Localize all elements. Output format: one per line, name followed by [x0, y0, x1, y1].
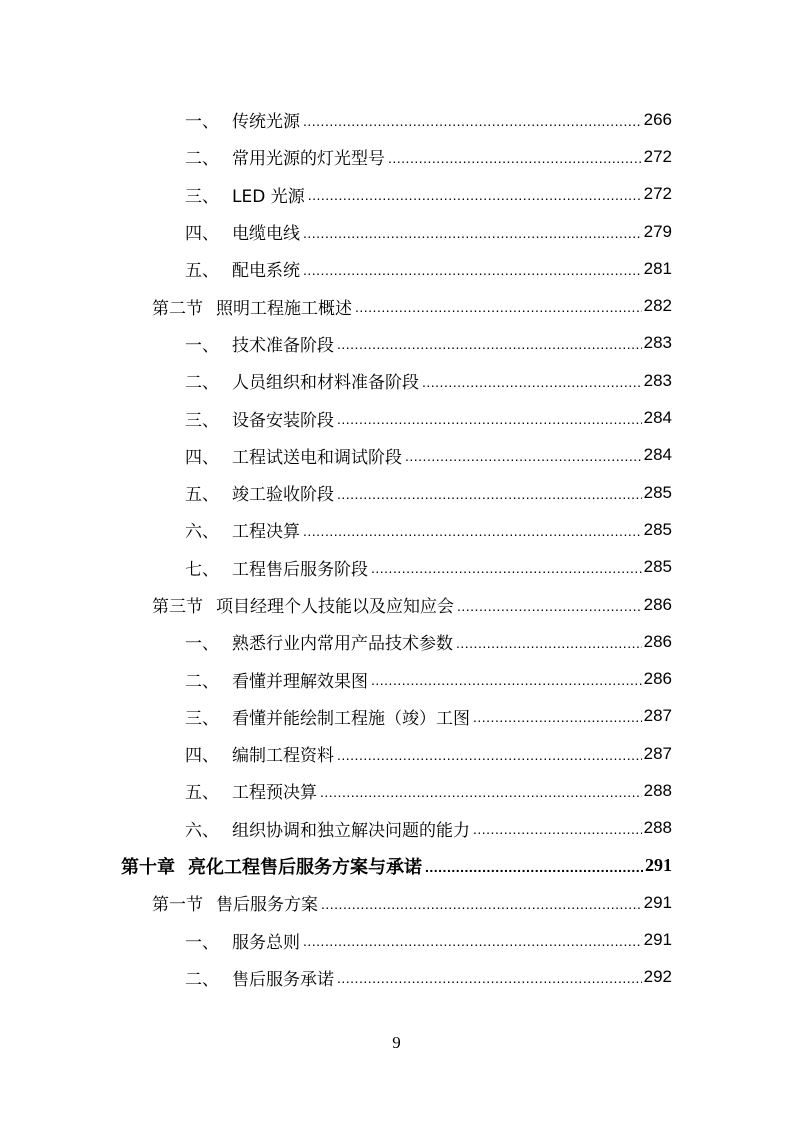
toc-entry-page: 288 — [643, 818, 672, 838]
toc-entry[interactable] — [0, 772, 793, 809]
dot-leader — [337, 486, 642, 502]
toc-entry-label — [185, 629, 453, 654]
toc-entry-number: 一、 — [185, 112, 219, 133]
toc-entry-label — [185, 107, 300, 132]
toc-entry-label — [185, 182, 305, 207]
toc-entry-number: 一、 — [185, 634, 219, 655]
dot-leader — [320, 784, 642, 800]
toc-entry-label — [185, 443, 402, 468]
toc-entry-page: 288 — [643, 780, 672, 800]
toc-entry-number: 四、 — [185, 224, 219, 245]
toc-entry-title: 配电系统 — [232, 261, 300, 282]
toc-entry-number: 六、 — [185, 522, 219, 543]
toc-entry-number: 四、 — [185, 447, 219, 468]
toc-entry-label — [121, 853, 422, 879]
dot-leader — [425, 859, 643, 875]
toc-entry-number: 第十章 — [121, 856, 175, 878]
toc-entry[interactable] — [0, 399, 793, 436]
dot-leader — [303, 113, 642, 129]
toc-entry-label — [185, 965, 334, 990]
toc-entry-page: 287 — [643, 743, 672, 763]
toc-entry[interactable] — [0, 250, 793, 287]
toc-entry-title: 工程决算 — [232, 522, 300, 543]
toc-entry-title: 售后服务方案 — [216, 895, 318, 916]
toc-entry-page: 272 — [643, 184, 672, 204]
toc-entry[interactable] — [0, 474, 793, 511]
toc-entry-title: 看懂并能绘制工程施（竣）工图 — [232, 708, 470, 729]
dot-leader — [473, 821, 642, 837]
toc-entry-number: 第二节 — [152, 298, 203, 319]
dot-leader — [371, 560, 642, 576]
toc-entry-label — [185, 778, 317, 803]
toc-entry[interactable] — [0, 101, 793, 138]
dot-leader — [355, 299, 642, 315]
toc-entry-title: 组织协调和独立解决问题的能力 — [232, 820, 470, 841]
dot-leader — [337, 970, 642, 986]
toc-entry-title: 服务总则 — [232, 932, 300, 953]
toc-entry[interactable] — [0, 698, 793, 735]
toc-entry-label — [185, 741, 334, 766]
dot-leader — [388, 150, 642, 166]
toc-entry[interactable] — [0, 884, 793, 921]
toc-entry-page: 292 — [643, 967, 672, 987]
toc-entry-label — [152, 592, 454, 617]
toc-entry[interactable] — [0, 362, 793, 399]
toc-entry-title: 竣工验收阶段 — [232, 485, 334, 506]
toc-entry[interactable] — [0, 213, 793, 250]
dot-leader — [456, 635, 642, 651]
toc-entry-page: 283 — [643, 370, 672, 390]
toc-entry-page: 283 — [643, 333, 672, 353]
dot-leader — [371, 672, 642, 688]
toc-entry-title: 编制工程资料 — [232, 746, 334, 767]
toc-entry-label — [152, 890, 318, 915]
page-number: 9 — [392, 1033, 401, 1052]
toc-entry-page: 287 — [643, 706, 672, 726]
toc-entry-title: 电缆电线 — [232, 224, 300, 245]
toc-entry-label — [185, 667, 368, 692]
toc-entry-page: 282 — [643, 296, 672, 316]
toc-entry[interactable] — [0, 660, 793, 697]
toc-entry-title: 工程试送电和调试阶段 — [232, 447, 402, 468]
toc-entry-number: 二、 — [185, 969, 219, 990]
toc-entry-number: 三、 — [185, 410, 219, 431]
toc-entry-page: 285 — [643, 482, 672, 502]
toc-entry-page: 272 — [643, 146, 672, 166]
toc-entry-number: 五、 — [185, 485, 219, 506]
toc-entry-number: 第一节 — [152, 895, 203, 916]
toc-entry-number: 二、 — [185, 671, 219, 692]
toc-entry-page: 279 — [643, 221, 672, 241]
dot-leader — [308, 187, 642, 203]
toc-entry-number: 六、 — [185, 820, 219, 841]
toc-entry-number: 第三节 — [152, 597, 203, 617]
toc-entry-title: 技术准备阶段 — [232, 335, 334, 356]
toc-entry-label — [185, 517, 300, 542]
toc-entry-label — [185, 406, 334, 431]
toc-entry-page: 286 — [643, 594, 672, 614]
toc-entry-title: 工程预决算 — [232, 783, 317, 804]
toc-entry-number: 一、 — [185, 335, 219, 356]
toc-entry[interactable] — [0, 810, 793, 847]
toc-entry-label — [185, 928, 300, 953]
toc-entry-number: 二、 — [185, 149, 219, 170]
toc-entry-page: 286 — [643, 631, 672, 651]
toc-entry-page: 291 — [645, 855, 672, 876]
toc-entry-label — [185, 144, 385, 169]
toc-entry-page: 284 — [643, 408, 672, 428]
dot-leader — [457, 598, 642, 614]
toc-entry-number: 三、 — [185, 186, 219, 207]
toc-entry-number: 四、 — [185, 746, 219, 767]
toc-entry-title: 工程售后服务阶段 — [232, 559, 368, 580]
toc-entry[interactable] — [0, 959, 793, 996]
toc-entry[interactable] — [0, 586, 793, 623]
toc-entry-page: 285 — [643, 519, 672, 539]
toc-entry-label — [152, 294, 352, 319]
toc-entry-page: 291 — [643, 892, 672, 912]
toc-entry-label — [185, 331, 334, 356]
dot-leader — [303, 523, 642, 539]
toc-entry-title: 售后服务承诺 — [232, 969, 334, 990]
dot-leader — [303, 225, 642, 241]
toc-entry-page: 284 — [643, 445, 672, 465]
dot-leader — [303, 933, 642, 949]
toc-entry[interactable] — [0, 437, 793, 474]
toc-entry-number: 二、 — [185, 373, 219, 394]
toc-entry[interactable] — [0, 922, 793, 959]
toc-entry-number: 七、 — [185, 559, 219, 580]
toc-entry-title: LED 光源 — [232, 186, 305, 207]
toc-entry-title: 传统光源 — [232, 112, 300, 133]
toc-entry-label — [185, 480, 334, 505]
toc-entry-label — [185, 816, 470, 841]
toc-entry[interactable] — [0, 138, 793, 175]
toc-entry[interactable] — [0, 511, 793, 548]
toc-entry-label — [185, 368, 419, 393]
toc-entry-label — [185, 555, 368, 580]
toc-entry-page: 286 — [643, 669, 672, 689]
toc-entry-title: 照明工程施工概述 — [216, 298, 352, 319]
toc-entry[interactable] — [0, 325, 793, 362]
toc-entry-title: 项目经理个人技能以及应知应会 — [216, 597, 454, 617]
toc-entry-title: 人员组织和材料准备阶段 — [232, 373, 419, 394]
dot-leader — [337, 336, 642, 352]
dot-leader — [337, 747, 642, 763]
toc-entry[interactable] — [0, 735, 793, 772]
toc-entry-number: 一、 — [185, 932, 219, 953]
toc-entry-number: 五、 — [185, 261, 219, 282]
dot-leader — [422, 374, 642, 390]
toc-entry-label — [185, 256, 300, 281]
toc-entry-page: 281 — [643, 258, 672, 278]
toc-entry[interactable] — [0, 623, 793, 660]
dot-leader — [321, 896, 642, 912]
toc-entry-title: 看懂并理解效果图 — [232, 671, 368, 692]
toc-entry-page: 291 — [643, 930, 672, 950]
toc-entry-number: 五、 — [185, 783, 219, 804]
toc-entry-title: 亮化工程售后服务方案与承诺 — [188, 856, 422, 878]
dot-leader — [473, 709, 642, 725]
toc-entry[interactable] — [0, 176, 793, 213]
toc-entry-title: 设备安装阶段 — [232, 410, 334, 431]
toc-entry-page: 266 — [643, 109, 672, 129]
toc-entry-number: 三、 — [185, 708, 219, 729]
toc-entry-page: 285 — [643, 557, 672, 577]
toc-entry-label — [185, 704, 470, 729]
dot-leader — [405, 448, 642, 464]
table-of-contents — [0, 101, 793, 996]
toc-entry[interactable] — [0, 287, 793, 324]
dot-leader — [303, 262, 642, 278]
dot-leader — [337, 411, 642, 427]
toc-entry-title: 常用光源的灯光型号 — [232, 149, 385, 170]
toc-entry-label — [185, 219, 300, 244]
toc-entry-title: 熟悉行业内常用产品技术参数 — [232, 634, 453, 655]
toc-entry[interactable] — [0, 847, 793, 884]
toc-entry[interactable] — [0, 549, 793, 586]
